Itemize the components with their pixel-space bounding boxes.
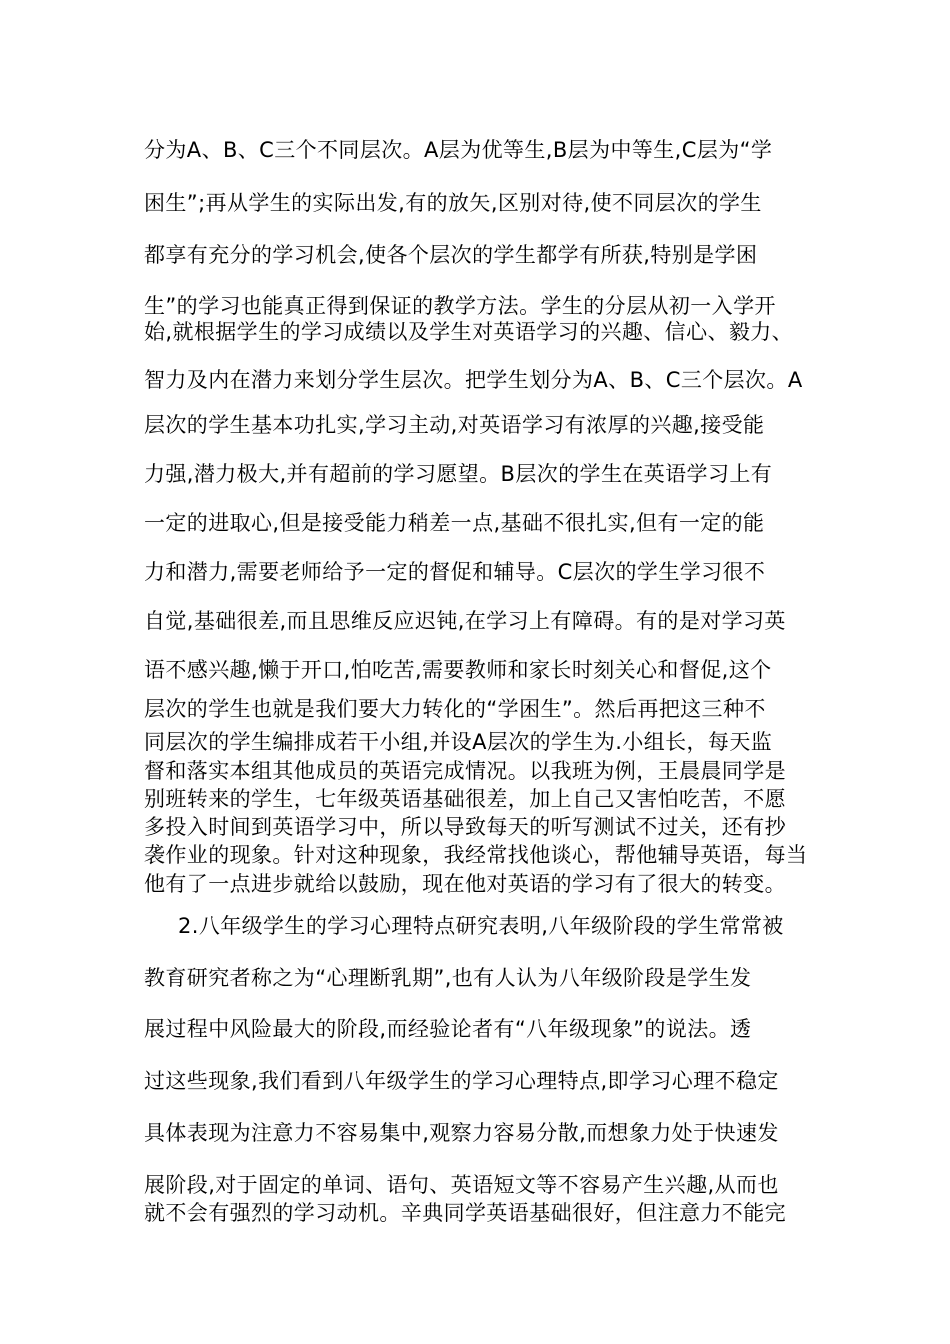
text-line: 困生”;再从学生的实际出发,有的放矢,区别对待,使不同层次的学生	[144, 191, 762, 215]
text-line: 分为A、B、C三个不同层次。A层为优等生,B层为中等生,C层为“学	[144, 138, 773, 162]
text-line: 别班转来的学生，七年级英语基础很差，加上自己又害怕吃苦，不愿	[144, 787, 786, 811]
text-line: 层次的学生基本功扎实,学习主动,对英语学习有浓厚的兴趣,接受能	[144, 413, 765, 437]
text-line: 一定的进取心,但是接受能力稍差一点,基础不很扎实,但有一定的能	[144, 511, 765, 535]
text-line: 督和落实本组其他成员的英语完成情况。以我班为例，王晨晨同学是	[144, 759, 786, 783]
text-line: 始,就根据学生的学习成绩以及学生对英语学习的兴趣、信心、毅力、	[144, 320, 794, 344]
text-line: 层次的学生也就是我们要大力转化的“学困生”。然后再把这三种不	[144, 697, 766, 721]
text-line: 智力及内在潜力来划分学生层次。把学生划分为A、B、C三个层次。A	[144, 368, 803, 392]
text-line: 袭作业的现象。针对这种现象，我经常找他谈心，帮他辅导英语，每当	[144, 843, 808, 867]
text-line: 力强,潜力极大,并有超前的学习愿望。B层次的学生在英语学习上有	[144, 462, 773, 486]
text-line: 就不会有强烈的学习动机。辛典同学英语基础很好，但注意力不能完	[144, 1201, 786, 1225]
text-line: 教育研究者称之为“心理断乳期”,也有人认为八年级阶段是学生发	[144, 966, 752, 990]
text-line: 具体表现为注意力不容易集中,观察力容易分散,而想象力处于快速发	[144, 1121, 779, 1145]
paragraph-first-line: 2.八年级学生的学习心理特点研究表明,八年级阶段的学生常常被	[178, 914, 784, 938]
text-line: 语不感兴趣,懒于开口,怕吃苦,需要教师和家长时刻关心和督促,这个	[144, 658, 772, 682]
text-line: 多投入时间到英语学习中，所以导致每天的听写测试不过关，还有抄	[144, 815, 786, 839]
text-line: 展阶段,对于固定的单词、语句、英语短文等不容易产生兴趣,从而也	[144, 1173, 779, 1197]
text-line: 自觉,基础很差,而且思维反应迟钝,在学习上有障碍。有的是对学习英	[144, 609, 786, 633]
text-line: 都享有充分的学习机会,使各个层次的学生都学有所获,特别是学困	[144, 243, 758, 267]
text-line: 力和潜力,需要老师给予一定的督促和辅导。C层次的学生学习很不	[144, 560, 766, 584]
text-line: 同层次的学生编排成若干小组,并设A层次的学生为.小组长，每天监	[144, 730, 773, 754]
text-line: 过这些现象,我们看到八年级学生的学习心理特点,即学习心理不稳定	[144, 1069, 779, 1093]
text-line: 生”的学习也能真正得到保证的教学方法。学生的分层从初一入学开	[144, 294, 776, 318]
text-line: 他有了一点进步就给以鼓励，现在他对英语的学习有了很大的转变。	[144, 872, 786, 896]
text-line: 展过程中风险最大的阶段,而经验论者有“八年级现象”的说法。透	[144, 1017, 752, 1041]
